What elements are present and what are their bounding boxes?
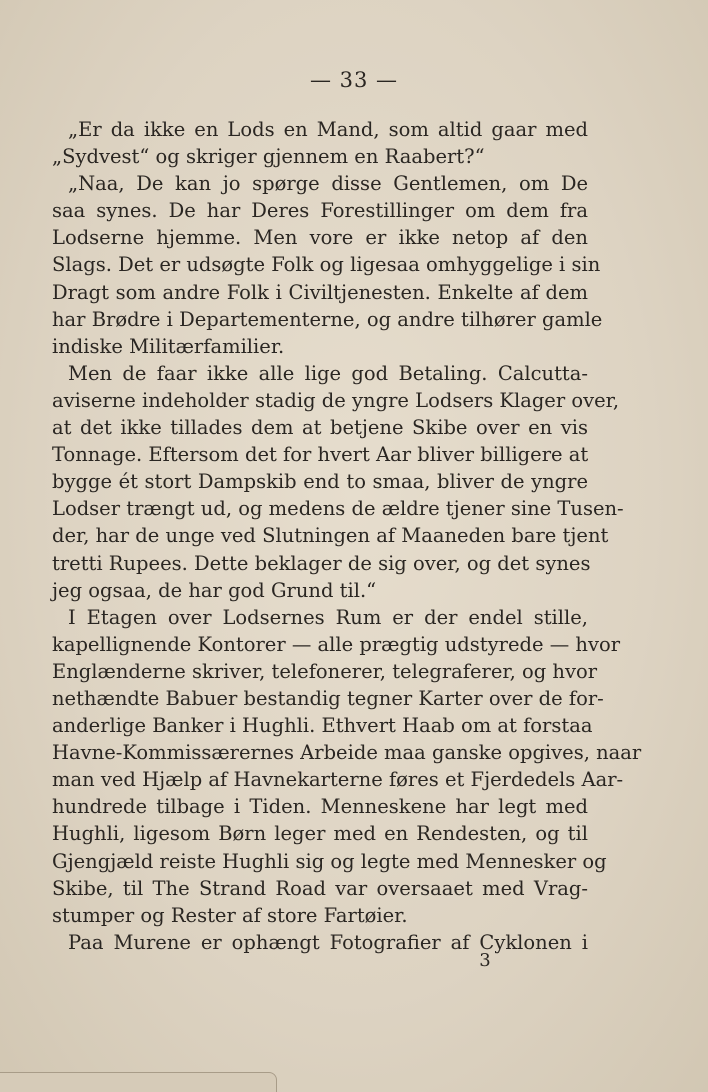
- text-line: Tonnage. Eftersom det for hvert Aar bliver billigere at: [52, 443, 589, 467]
- text-line: jeg ogsaa, de har god Grund til.“: [52, 578, 377, 602]
- text-line: Hughli, ligesom Børn leger med en Rendesten, og til: [52, 822, 588, 846]
- page-fold-edge: [0, 1072, 277, 1092]
- text-line: I Etagen over Lodsernes Rum er der endel stille,: [68, 605, 588, 629]
- text-line: Slags. Det er udsøgte Folk og ligesaa omhyggelige i sin: [52, 253, 601, 277]
- signature-mark: 3: [479, 950, 491, 971]
- text-line: Paa Murene er ophængt Fotografier af Cyklonen i: [68, 930, 588, 954]
- text-line: Havne-Kommissærernes Arbeide maa ganske opgives, naar: [52, 741, 642, 765]
- text-line: „Er da ikke en Lods en Mand, som altid gaar med: [68, 118, 588, 141]
- text-line: indiske Militærfamilier.: [52, 334, 285, 358]
- text-line: stumper og Rester af store Fartøier.: [52, 903, 408, 927]
- text-line: Dragt som andre Folk i Civiltjenesten. Enkelte af dem: [52, 280, 588, 304]
- text-line: tretti Rupees. Dette beklager de sig over, og det synes: [52, 551, 591, 575]
- text-line: Men de faar ikke alle lige god Betaling. Calcutta-: [68, 361, 588, 385]
- text-line: anderlige Banker i Hughli. Ethvert Haab om at forstaa: [52, 714, 593, 738]
- text-line: Lodser trængt ud, og medens de ældre tjener sine Tusen-: [52, 497, 624, 521]
- text-line: bygge ét stort Dampskib end to smaa, bliver de yngre: [52, 470, 588, 494]
- text-line: aviserne indeholder stadig de yngre Lodsers Klager over,: [52, 388, 620, 412]
- text-line: hundrede tilbage i Tiden. Menneskene har legt med: [52, 795, 588, 819]
- page-number: — 33 —: [309, 68, 399, 92]
- text-line: Lodserne hjemme. Men vore er ikke netop af den: [52, 226, 588, 250]
- text-line: kapellignende Kontorer — alle prægtig udstyrede — hvor: [52, 632, 621, 656]
- text-line: Skibe, til The Strand Road var oversaaet med Vrag-: [52, 876, 588, 900]
- text-line: man ved Hjælp af Havnekarterne føres et Fjerdedels Aar-: [52, 768, 624, 792]
- text-line: nethændte Babuer bestandig tegner Karter over de for-: [52, 686, 604, 710]
- text-line: saa synes. De har Deres Forestillinger om dem fra: [52, 199, 588, 223]
- text-line: „Sydvest“ og skriger gjennem en Raabert?“: [52, 145, 485, 169]
- text-line: der, har de unge ved Slutningen af Maaneden bare tjent: [52, 524, 609, 548]
- text-line: „Naa, De kan jo spørge disse Gentlemen, om De: [68, 172, 588, 196]
- text-line: har Brødre i Departementerne, og andre tilhører gamle: [52, 307, 603, 331]
- text-line: Englænderne skriver, telefonerer, telegraferer, og hvor: [52, 659, 598, 683]
- text-line: at det ikke tillades dem at betjene Skibe over en vis: [52, 416, 588, 440]
- body-text: [52, 116, 642, 956]
- text-line: Gjengjæld reiste Hughli sig og legte med Mennesker og: [52, 849, 607, 873]
